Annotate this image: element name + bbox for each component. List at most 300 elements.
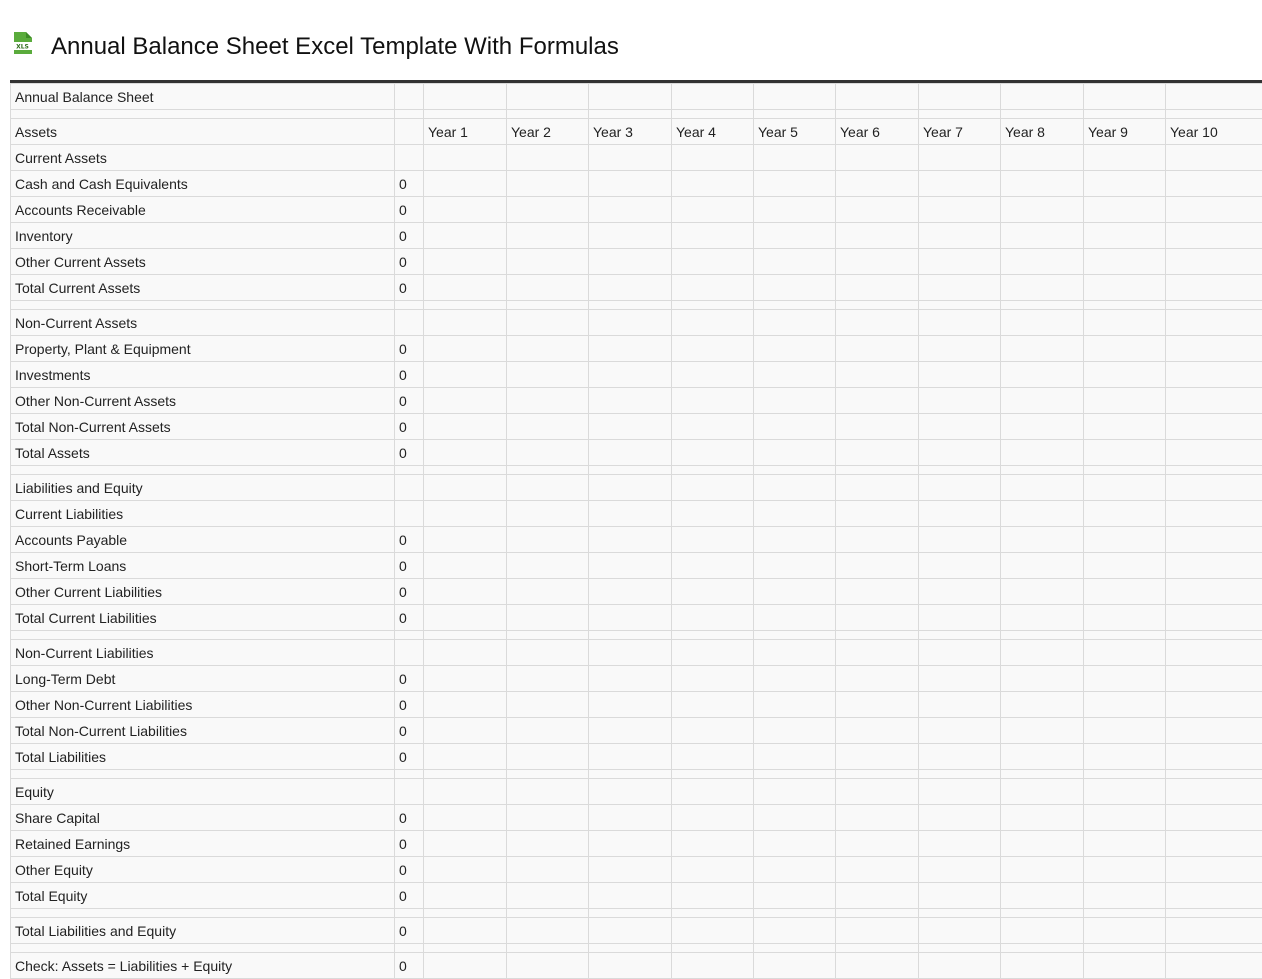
year-cell	[424, 744, 507, 770]
year-cell	[424, 918, 507, 944]
year-cell	[836, 805, 919, 831]
row-label: Retained Earnings	[11, 831, 395, 857]
year-cell	[1084, 666, 1166, 692]
year-cell	[754, 918, 836, 944]
year-cell	[507, 918, 589, 944]
year-header: Year 10	[1166, 119, 1262, 145]
year-cell	[424, 414, 507, 440]
spacer-row	[11, 466, 1262, 475]
empty-cell	[424, 301, 507, 310]
year-cell	[672, 310, 754, 336]
year-cell	[424, 310, 507, 336]
year-cell	[919, 857, 1001, 883]
year-cell	[919, 527, 1001, 553]
year-cell	[424, 605, 507, 631]
balance-sheet-table	[10, 83, 1262, 979]
year-cell	[672, 84, 754, 110]
year-cell	[1001, 692, 1084, 718]
year-cell	[1166, 475, 1262, 501]
empty-cell	[1001, 944, 1084, 953]
year-cell	[507, 579, 589, 605]
year-cell	[1001, 857, 1084, 883]
year-cell	[1084, 388, 1166, 414]
year-cell	[589, 831, 672, 857]
year-cell	[1084, 475, 1166, 501]
year-cell	[1084, 249, 1166, 275]
sheet-row	[11, 336, 1262, 362]
sheet-row	[11, 831, 1262, 857]
row-value: 0	[395, 223, 424, 249]
sheet-row	[11, 440, 1262, 466]
year-cell	[589, 475, 672, 501]
year-cell	[424, 953, 507, 979]
year-cell	[836, 249, 919, 275]
year-cell	[1166, 553, 1262, 579]
sheet-row	[11, 84, 1262, 110]
year-cell	[1166, 336, 1262, 362]
sheet-row	[11, 527, 1262, 553]
year-cell	[589, 805, 672, 831]
year-cell	[1084, 362, 1166, 388]
year-cell	[836, 336, 919, 362]
year-cell	[754, 197, 836, 223]
year-cell	[919, 718, 1001, 744]
year-cell	[1166, 414, 1262, 440]
year-cell	[1001, 501, 1084, 527]
row-label: Annual Balance Sheet	[11, 84, 395, 110]
year-cell	[672, 831, 754, 857]
year-cell	[1001, 805, 1084, 831]
sheet-row	[11, 918, 1262, 944]
year-cell	[672, 475, 754, 501]
year-cell	[836, 857, 919, 883]
year-cell	[754, 414, 836, 440]
year-cell	[1001, 553, 1084, 579]
year-cell	[754, 831, 836, 857]
year-cell	[919, 440, 1001, 466]
empty-cell	[1084, 770, 1166, 779]
year-cell	[507, 640, 589, 666]
year-cell	[1166, 197, 1262, 223]
year-cell	[1084, 275, 1166, 301]
year-cell	[754, 362, 836, 388]
year-cell	[1084, 553, 1166, 579]
year-cell	[754, 857, 836, 883]
year-cell	[836, 666, 919, 692]
year-cell	[1084, 605, 1166, 631]
year-cell	[672, 805, 754, 831]
sheet-row	[11, 744, 1262, 770]
year-cell	[589, 744, 672, 770]
row-label: Check: Assets = Liabilities + Equity	[11, 953, 395, 979]
empty-cell	[11, 110, 395, 119]
year-cell	[507, 475, 589, 501]
empty-cell	[754, 301, 836, 310]
row-value	[395, 119, 424, 145]
year-cell	[1084, 640, 1166, 666]
sheet-row	[11, 501, 1262, 527]
row-value: 0	[395, 197, 424, 223]
year-cell	[919, 475, 1001, 501]
empty-cell	[589, 110, 672, 119]
year-cell	[1166, 953, 1262, 979]
empty-cell	[919, 631, 1001, 640]
sheet-row	[11, 805, 1262, 831]
year-cell	[1001, 336, 1084, 362]
year-cell	[754, 440, 836, 466]
year-cell	[919, 953, 1001, 979]
row-label: Current Assets	[11, 145, 395, 171]
year-cell	[672, 527, 754, 553]
row-value: 0	[395, 362, 424, 388]
empty-cell	[1084, 301, 1166, 310]
empty-cell	[1001, 770, 1084, 779]
year-cell	[672, 501, 754, 527]
year-cell	[919, 553, 1001, 579]
year-cell	[836, 310, 919, 336]
empty-cell	[1166, 631, 1262, 640]
year-cell	[1001, 605, 1084, 631]
year-cell	[424, 501, 507, 527]
year-cell	[919, 692, 1001, 718]
year-cell	[589, 275, 672, 301]
year-cell	[589, 666, 672, 692]
year-cell	[836, 414, 919, 440]
year-cell	[754, 388, 836, 414]
year-cell	[424, 579, 507, 605]
year-cell	[836, 84, 919, 110]
empty-cell	[395, 110, 424, 119]
year-cell	[1084, 883, 1166, 909]
year-cell	[1001, 744, 1084, 770]
row-label: Total Current Assets	[11, 275, 395, 301]
year-cell	[919, 84, 1001, 110]
year-cell	[672, 223, 754, 249]
row-label: Investments	[11, 362, 395, 388]
row-value	[395, 640, 424, 666]
sheet-row	[11, 249, 1262, 275]
year-cell	[836, 831, 919, 857]
year-header: Year 2	[507, 119, 589, 145]
empty-cell	[836, 466, 919, 475]
year-cell	[1001, 275, 1084, 301]
year-cell	[589, 527, 672, 553]
empty-cell	[754, 770, 836, 779]
year-cell	[1084, 805, 1166, 831]
year-cell	[507, 501, 589, 527]
year-cell	[754, 475, 836, 501]
sheet-row	[11, 475, 1262, 501]
year-cell	[507, 171, 589, 197]
year-cell	[836, 918, 919, 944]
year-cell	[672, 883, 754, 909]
year-cell	[1084, 579, 1166, 605]
row-label: Inventory	[11, 223, 395, 249]
year-cell	[1001, 640, 1084, 666]
empty-cell	[1166, 466, 1262, 475]
sheet-row	[11, 579, 1262, 605]
year-cell	[754, 171, 836, 197]
year-cell	[424, 553, 507, 579]
year-cell	[672, 692, 754, 718]
year-cell	[507, 718, 589, 744]
row-value: 0	[395, 553, 424, 579]
year-cell	[754, 744, 836, 770]
empty-cell	[1084, 631, 1166, 640]
page-title: Annual Balance Sheet Excel Template With Formulas	[51, 33, 619, 60]
year-cell	[589, 84, 672, 110]
year-cell	[1001, 527, 1084, 553]
year-cell	[1084, 831, 1166, 857]
empty-cell	[754, 466, 836, 475]
empty-cell	[919, 466, 1001, 475]
year-cell	[836, 145, 919, 171]
year-cell	[1001, 718, 1084, 744]
year-cell	[754, 805, 836, 831]
empty-cell	[1001, 110, 1084, 119]
year-cell	[754, 605, 836, 631]
row-label: Short-Term Loans	[11, 553, 395, 579]
year-cell	[507, 666, 589, 692]
year-cell	[1084, 918, 1166, 944]
sheet-row	[11, 953, 1262, 979]
year-cell	[1001, 440, 1084, 466]
year-cell	[589, 223, 672, 249]
year-cell	[507, 362, 589, 388]
year-cell	[754, 223, 836, 249]
year-cell	[754, 84, 836, 110]
empty-cell	[754, 909, 836, 918]
year-cell	[1166, 857, 1262, 883]
year-cell	[836, 527, 919, 553]
empty-cell	[507, 110, 589, 119]
year-cell	[672, 362, 754, 388]
year-header: Year 6	[836, 119, 919, 145]
empty-cell	[1084, 110, 1166, 119]
year-cell	[507, 805, 589, 831]
year-cell	[1166, 171, 1262, 197]
year-cell	[1084, 414, 1166, 440]
year-cell	[589, 640, 672, 666]
year-cell	[1166, 223, 1262, 249]
empty-cell	[672, 631, 754, 640]
year-header: Year 7	[919, 119, 1001, 145]
year-cell	[424, 857, 507, 883]
year-cell	[919, 223, 1001, 249]
spacer-row	[11, 909, 1262, 918]
year-cell	[1001, 414, 1084, 440]
year-cell	[1166, 640, 1262, 666]
row-label: Other Non-Current Assets	[11, 388, 395, 414]
empty-cell	[672, 110, 754, 119]
row-label: Cash and Cash Equivalents	[11, 171, 395, 197]
year-cell	[589, 918, 672, 944]
year-cell	[672, 414, 754, 440]
year-cell	[424, 883, 507, 909]
year-cell	[836, 553, 919, 579]
empty-cell	[11, 944, 395, 953]
year-cell	[589, 171, 672, 197]
empty-cell	[836, 909, 919, 918]
year-cell	[507, 310, 589, 336]
year-cell	[507, 197, 589, 223]
year-cell	[1001, 197, 1084, 223]
year-cell	[1166, 718, 1262, 744]
year-cell	[919, 779, 1001, 805]
empty-cell	[395, 909, 424, 918]
year-cell	[589, 779, 672, 805]
sheet-row	[11, 640, 1262, 666]
empty-cell	[507, 466, 589, 475]
year-cell	[754, 553, 836, 579]
empty-cell	[1084, 909, 1166, 918]
empty-cell	[11, 301, 395, 310]
empty-cell	[589, 944, 672, 953]
empty-cell	[424, 466, 507, 475]
empty-cell	[672, 909, 754, 918]
year-cell	[1084, 84, 1166, 110]
empty-cell	[11, 909, 395, 918]
year-cell	[672, 640, 754, 666]
year-cell	[836, 275, 919, 301]
empty-cell	[507, 631, 589, 640]
year-cell	[589, 953, 672, 979]
year-cell	[1166, 362, 1262, 388]
year-cell	[1001, 310, 1084, 336]
year-cell	[754, 718, 836, 744]
empty-cell	[395, 631, 424, 640]
year-cell	[672, 718, 754, 744]
year-cell	[507, 527, 589, 553]
year-cell	[1166, 666, 1262, 692]
year-cell	[1166, 918, 1262, 944]
spacer-row	[11, 770, 1262, 779]
year-cell	[754, 145, 836, 171]
year-cell	[1084, 171, 1166, 197]
year-cell	[424, 249, 507, 275]
year-cell	[424, 779, 507, 805]
year-cell	[836, 640, 919, 666]
year-cell	[424, 805, 507, 831]
row-value	[395, 475, 424, 501]
year-cell	[754, 579, 836, 605]
year-cell	[919, 388, 1001, 414]
year-header: Year 3	[589, 119, 672, 145]
year-cell	[836, 388, 919, 414]
empty-cell	[754, 110, 836, 119]
year-header: Year 9	[1084, 119, 1166, 145]
year-cell	[589, 388, 672, 414]
row-value: 0	[395, 918, 424, 944]
year-cell	[754, 336, 836, 362]
year-cell	[672, 388, 754, 414]
year-cell	[836, 501, 919, 527]
year-cell	[589, 362, 672, 388]
year-cell	[672, 918, 754, 944]
year-cell	[1084, 336, 1166, 362]
empty-cell	[589, 301, 672, 310]
year-cell	[507, 857, 589, 883]
year-cell	[1084, 197, 1166, 223]
year-cell	[919, 197, 1001, 223]
sheet-row	[11, 388, 1262, 414]
year-cell	[1166, 805, 1262, 831]
row-label: Other Non-Current Liabilities	[11, 692, 395, 718]
row-value: 0	[395, 605, 424, 631]
empty-cell	[424, 631, 507, 640]
row-value: 0	[395, 831, 424, 857]
year-cell	[919, 918, 1001, 944]
year-cell	[1001, 831, 1084, 857]
year-cell	[919, 666, 1001, 692]
year-cell	[836, 744, 919, 770]
row-label: Accounts Receivable	[11, 197, 395, 223]
empty-cell	[395, 466, 424, 475]
year-cell	[672, 779, 754, 805]
empty-cell	[424, 770, 507, 779]
empty-cell	[919, 909, 1001, 918]
empty-cell	[1001, 466, 1084, 475]
year-cell	[919, 249, 1001, 275]
empty-cell	[395, 770, 424, 779]
row-label: Other Current Liabilities	[11, 579, 395, 605]
year-cell	[424, 84, 507, 110]
row-label: Total Non-Current Liabilities	[11, 718, 395, 744]
row-label: Property, Plant & Equipment	[11, 336, 395, 362]
year-cell	[1084, 440, 1166, 466]
year-cell	[1001, 666, 1084, 692]
year-cell	[1084, 310, 1166, 336]
year-cell	[919, 805, 1001, 831]
year-cell	[672, 249, 754, 275]
year-cell	[919, 501, 1001, 527]
year-cell	[672, 953, 754, 979]
sheet-row	[11, 310, 1262, 336]
year-cell	[1084, 145, 1166, 171]
year-header-row	[11, 119, 1262, 145]
year-cell	[1001, 918, 1084, 944]
empty-cell	[672, 944, 754, 953]
row-value: 0	[395, 336, 424, 362]
row-label: Non-Current Assets	[11, 310, 395, 336]
svg-text:XLS: XLS	[16, 43, 29, 51]
year-cell	[1084, 718, 1166, 744]
sheet-row	[11, 275, 1262, 301]
year-cell	[1166, 692, 1262, 718]
empty-cell	[11, 631, 395, 640]
year-cell	[1166, 84, 1262, 110]
row-value	[395, 84, 424, 110]
year-cell	[1084, 692, 1166, 718]
xls-file-icon	[13, 32, 32, 54]
empty-cell	[11, 770, 395, 779]
year-cell	[1166, 310, 1262, 336]
year-cell	[919, 605, 1001, 631]
year-cell	[424, 388, 507, 414]
year-cell	[589, 579, 672, 605]
empty-cell	[1166, 770, 1262, 779]
year-cell	[672, 197, 754, 223]
row-value: 0	[395, 414, 424, 440]
year-cell	[1166, 605, 1262, 631]
year-cell	[1166, 579, 1262, 605]
year-cell	[424, 171, 507, 197]
year-cell	[1001, 953, 1084, 979]
row-value: 0	[395, 953, 424, 979]
sheet-row	[11, 171, 1262, 197]
empty-cell	[919, 944, 1001, 953]
year-cell	[1001, 388, 1084, 414]
